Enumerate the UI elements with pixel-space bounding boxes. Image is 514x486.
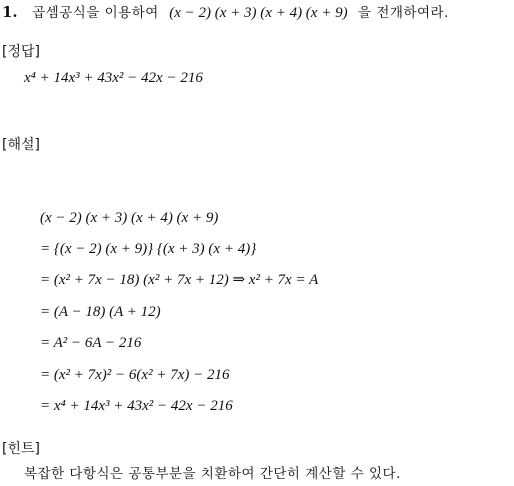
question-text-prefix: 곱셈공식을 이용하여 xyxy=(32,5,159,21)
explanation-step-7: = x⁴ + 14x³ + 43x² − 42x − 216 xyxy=(40,398,233,414)
explanation-header: [해설] xyxy=(2,137,40,153)
explanation-step-2: = {(x − 2) (x + 9)} {(x + 3) (x + 4)} xyxy=(40,241,257,257)
hint-text: 복잡한 다항식은 공통부분을 치환하여 간단히 계산할 수 있다. xyxy=(24,466,401,482)
explanation-step-1: (x − 2) (x + 3) (x + 4) (x + 9) xyxy=(40,210,219,226)
answer-value: x⁴ + 14x³ + 43x² − 42x − 216 xyxy=(24,70,203,86)
explanation-step-5: = A² − 6A − 216 xyxy=(40,335,142,351)
hint-header: [힌트] xyxy=(2,441,40,457)
question-number: 1. xyxy=(2,3,18,21)
question-expression: (x − 2) (x + 3) (x + 4) (x + 9) xyxy=(169,5,348,21)
answer-header: [정답] xyxy=(2,44,40,60)
explanation-step-3: = (x² + 7x − 18) (x² + 7x + 12) ⇒ x² + 7x = A xyxy=(40,272,319,288)
explanation-step-6: = (x² + 7x)² − 6(x² + 7x) − 216 xyxy=(40,367,230,383)
question-text-suffix: 을 전개하여라. xyxy=(358,5,449,21)
explanation-step-4: = (A − 18) (A + 12) xyxy=(40,304,161,320)
question-line xyxy=(2,3,449,22)
